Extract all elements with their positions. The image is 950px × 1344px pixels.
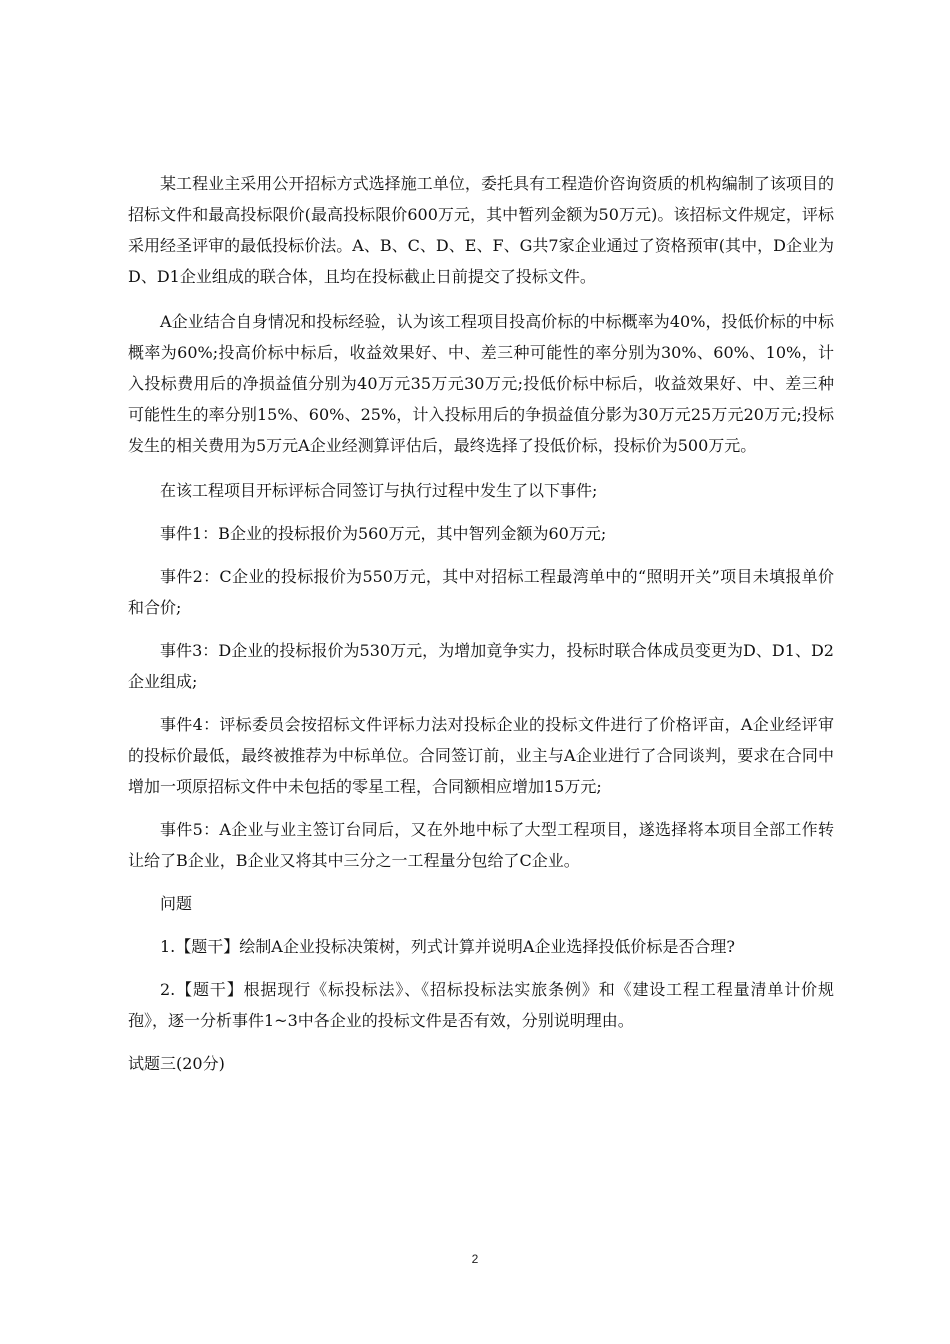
paragraph-question-2: 2.【题干】根据现行《标投标法》、《招标投标法实旅条例》和《建设工程工程量清单计价规孢》，逐一分析事件1~3中各企业的投标文件是否有效，分别说明理由。 xyxy=(128,980,834,1030)
paragraph-event-1: 事件1：B企业的投标报价为560万元，其中智列金额为60万元; xyxy=(160,524,607,543)
document-body xyxy=(128,168,834,1079)
paragraph-question-1: 1.【题干】绘制A企业投标决策树，列式计算并说明A企业选择投低价标是否合理? xyxy=(160,937,735,956)
section-heading: 试题三(20分) xyxy=(128,1054,225,1073)
paragraph-events-intro: 在该工程项目开标评标合同签订与执行过程中发生了以下事件; xyxy=(160,481,598,500)
paragraph-event-3: 事件3：D企业的投标报价为530万元，为增加竟争实力，投标时联合体成员变更为D、D1、D2企业组成; xyxy=(128,641,834,691)
paragraph-event-4: 事件4：评标委员会按招标文件评标力法对投标企业的投标文件进行了价格评亩，A企业经评审的投标价最低，最终被推荐为中标单位。合同签订前，业主与A企业进行了合同谈判，要求在合同中增加一项原招标文件中未包括的零星工程，合同额相应增加15万元; xyxy=(128,715,834,796)
page-number: 2 xyxy=(471,1252,479,1266)
paragraph-intro: 某工程业主采用公开招标方式选择施工单位，委托具有工程造价咨询资质的机构编制了该项目的招标文件和最高投标限价(最高投标限价600万元，其中暂列金额为50万元)。该招标文件规定，评标采用经圣评审的最低投标价法。A、B、C、D、E、F、G共7家企业通过了资格预审(其中，D企业为D、D1企业组成的联合体，且均在投标截止日前提交了投标文件。 xyxy=(128,174,834,286)
paragraph-company-a-analysis: A企业结合自身情况和投标经验，认为该工程项目投高价标的中标概率为40%，投低价标的中标概率为60%;投高价标中标后，收益效果好、中、差三种可能性的率分别为30%、60%、10%，计入投标费用后的净损益值分别为40万元35万元30万元;投低价标中标后，收益效果好、中、差三种可能性生的率分别15%、60%、25%，计入投标用后的争损益值分影为30万元25万元20万元;投标发生的相关费用为5万元A企业经测算评估后，最终选择了投低价标，投标价为500万元。 xyxy=(128,312,834,455)
paragraph-event-2: 事件2：C企业的投标报价为550万元，其中对招标工程最湾单中的“照明开关”项目未填报单价和合价; xyxy=(128,567,834,617)
paragraph-event-5: 事件5：A企业与业主签订台同后，又在外地中标了大型工程项目，遂选择将本项目全部工作转让给了B企业，B企业又将其中三分之一工程量分包给了C企业。 xyxy=(128,820,834,870)
paragraph-questions-label: 问题 xyxy=(160,894,193,913)
